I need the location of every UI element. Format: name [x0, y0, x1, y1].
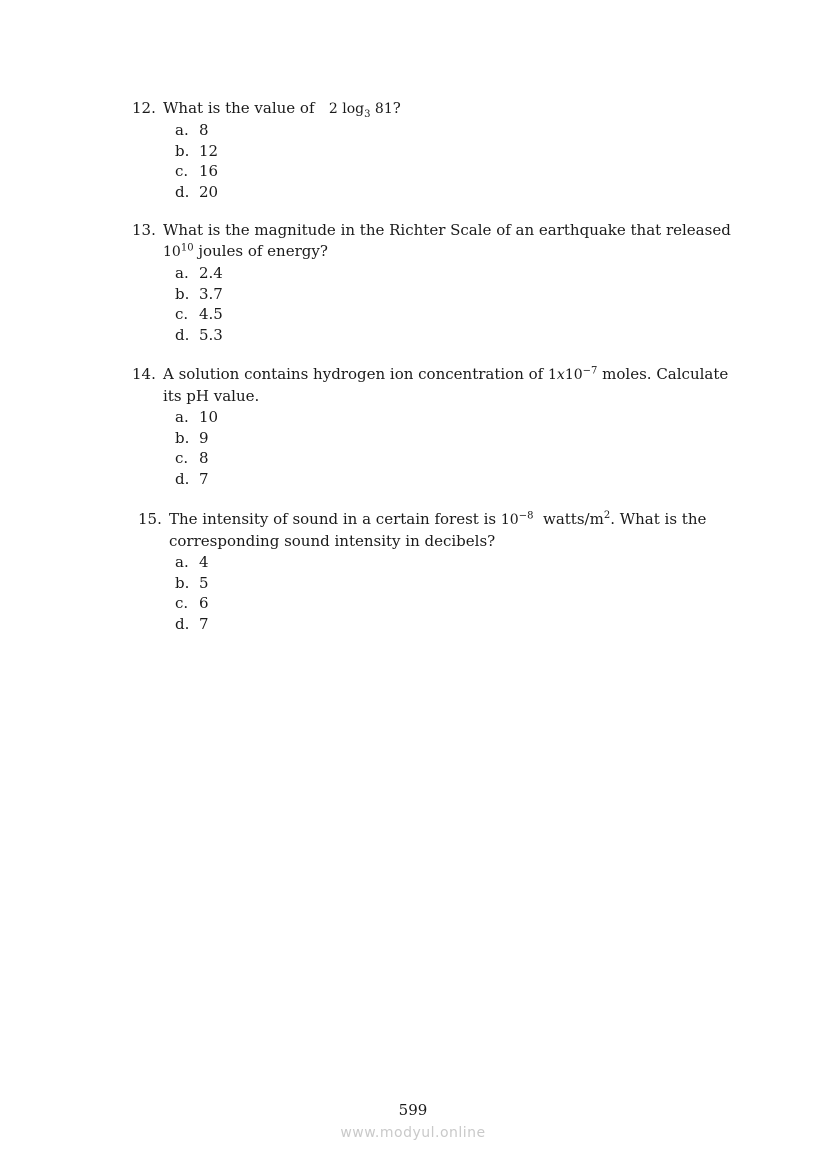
option: d. 5.3 — [175, 326, 223, 345]
option: a. 10 — [175, 408, 219, 426]
question-stem-continued: corresponding sound intensity in decibels? — [169, 532, 496, 550]
options-list — [132, 263, 732, 346]
question-12 — [132, 98, 732, 203]
question-14 — [132, 364, 732, 490]
option: b. 9 — [175, 428, 209, 447]
question-stem — [132, 220, 732, 241]
question-stem: 12. What is the value of 2 $\log_3 81$? — [132, 99, 401, 120]
question-number: 15. — [138, 510, 162, 528]
page-number: 599 — [398, 1101, 428, 1119]
options-list — [132, 120, 732, 203]
option: b. 5 — [175, 573, 209, 592]
stem-text: The intensity of sound in a certain forest is — [169, 510, 497, 528]
math-expression: $10^{-8}$ — [500, 510, 534, 528]
stem-text: A solution contains hydrogen ion concentration of — [163, 365, 544, 383]
option: c. 6 — [175, 594, 209, 613]
math-expression: $10^{10}$ — [163, 242, 194, 260]
option: c. 8 — [175, 449, 209, 468]
watermark: www.modyul.online — [340, 1125, 486, 1141]
option: b. 12 — [175, 141, 219, 160]
question-number: 13. — [132, 221, 156, 239]
stem-text: What is the magnitude in the Richter Scale of an earthquake that released — [163, 221, 731, 239]
option: c. 16 — [175, 162, 219, 181]
question-stem-continued: its pH value. — [163, 387, 260, 405]
question-stem-continued: $10^{10}$ joules of energy? — [163, 242, 328, 260]
option: d. 7 — [175, 470, 209, 489]
option: d. 7 — [175, 615, 209, 634]
math-expression: 2 $\log_3 81$ — [328, 101, 393, 120]
question-number: 12. — [132, 99, 156, 117]
options-list — [138, 552, 738, 635]
question-number: 14. — [132, 365, 156, 383]
question-13 — [132, 220, 732, 346]
math-expression: $1x10^{-7}$ — [547, 365, 598, 383]
question-15 — [138, 509, 738, 635]
option: a. 8 — [175, 121, 209, 139]
option: a. 2.4 — [175, 264, 223, 282]
option: d. 20 — [175, 183, 219, 202]
question-stem: 15. The intensity of sound in a certain forest is $10^{-8}$ watts/$m^2$. What is the — [138, 510, 707, 528]
option: b. 3.7 — [175, 284, 223, 303]
option: a. 4 — [175, 553, 209, 571]
stem-text: What is the value of — [163, 99, 315, 117]
option: c. 4.5 — [175, 305, 223, 324]
question-stem: 14. A solution contains hydrogen ion concentration of $1x10^{-7}$ moles. Calculate — [132, 365, 729, 383]
options-list — [132, 407, 732, 490]
